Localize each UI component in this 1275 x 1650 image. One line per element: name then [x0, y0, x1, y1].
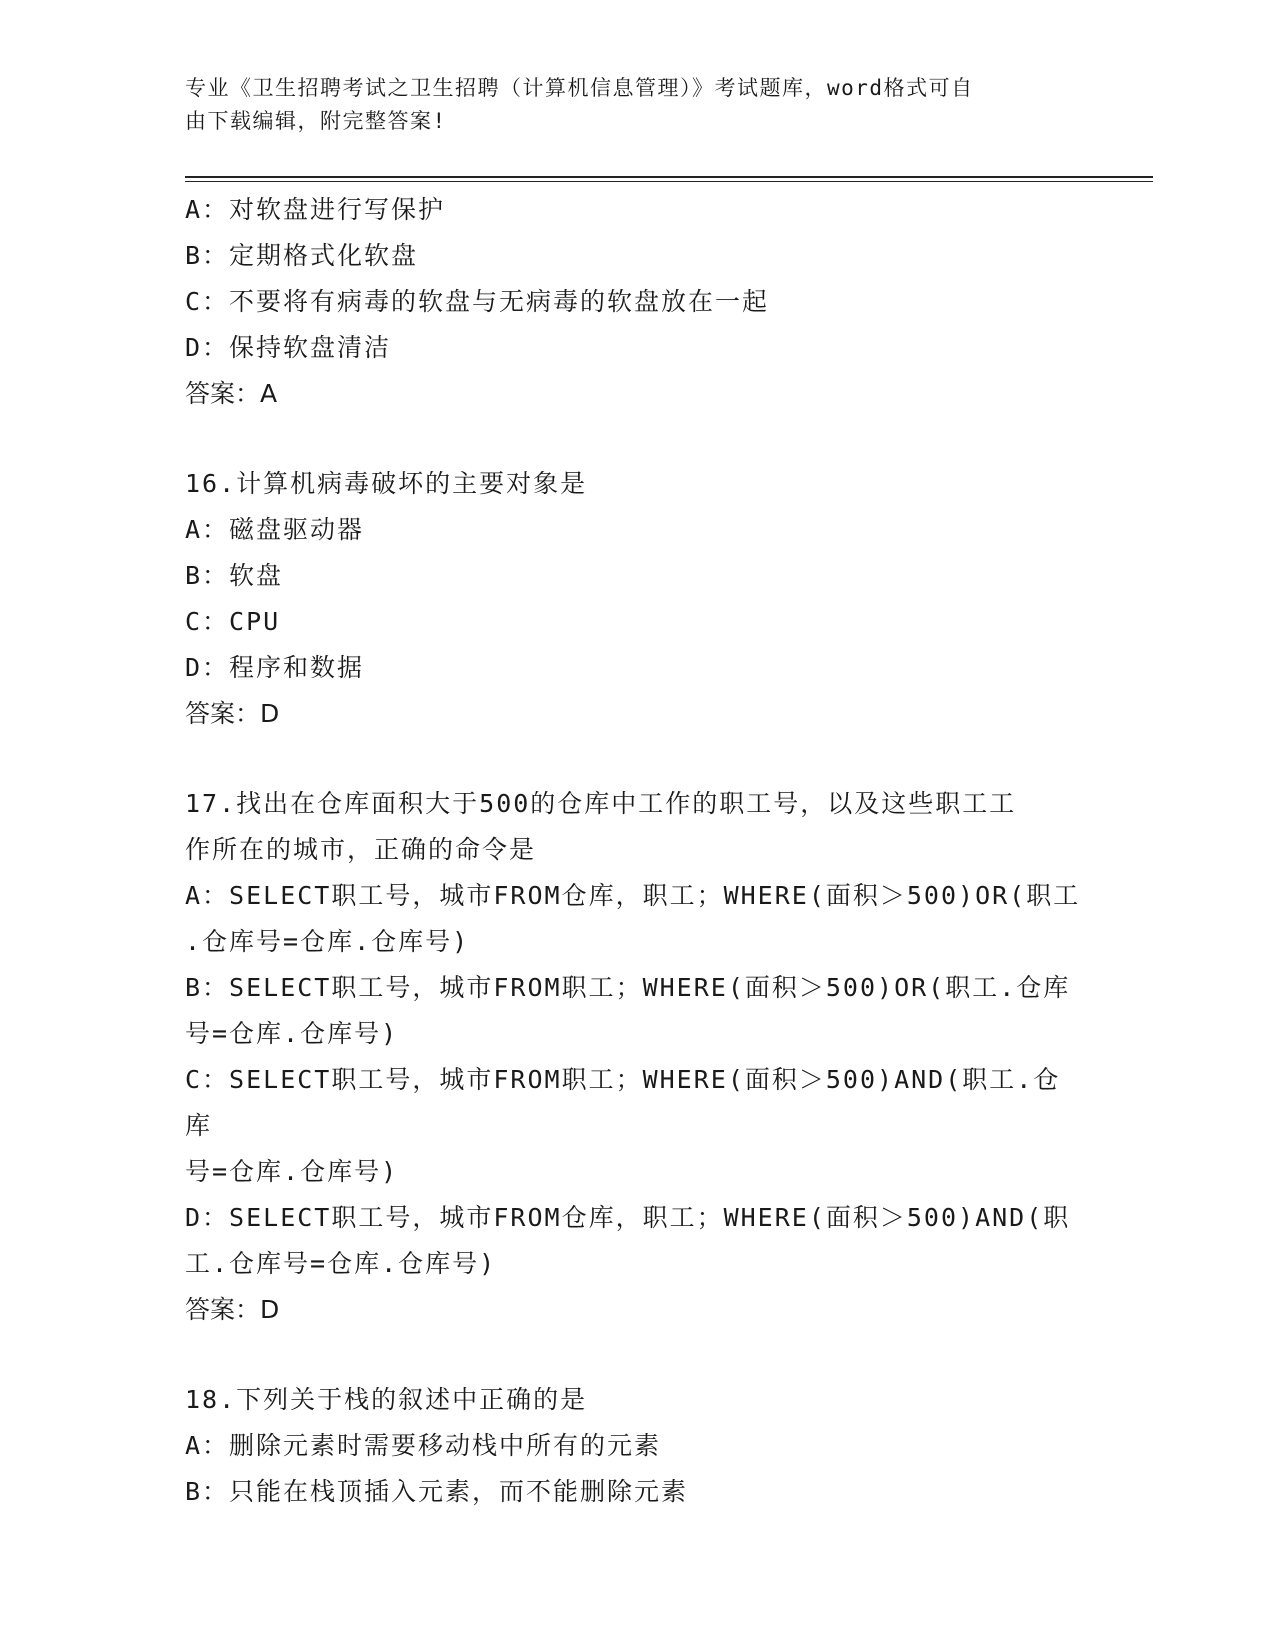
header-divider-thick	[185, 176, 1153, 178]
option-b: B：软盘	[185, 561, 284, 590]
option-c-line-1: C：SELECT职工号，城市FROM职工；WHERE(面积＞500)AND(职工.仓库	[185, 1065, 1061, 1140]
option-d-line-1: D：SELECT职工号，城市FROM仓库，职工；WHERE(面积＞500)AND(职	[185, 1203, 1071, 1232]
spacer	[185, 417, 1085, 461]
option-d-line-2: 工.仓库号=仓库.仓库号)	[185, 1249, 497, 1278]
option-c: C：不要将有病毒的软盘与无病毒的软盘放在一起	[185, 287, 770, 316]
question-text-line-1: 17.找出在仓库面积大于500的仓库中工作的职工号，以及这些职工工	[185, 789, 1017, 818]
question-15	[185, 187, 1085, 417]
option-c: C：CPU	[185, 607, 281, 636]
spacer	[185, 1333, 1085, 1377]
question-17	[185, 781, 1085, 1333]
answer-line: 答案：D	[185, 1295, 280, 1324]
option-a-line-1: A：SELECT职工号，城市FROM仓库，职工；WHERE(面积＞500)OR(职工	[185, 881, 1081, 910]
spacer	[185, 737, 1085, 781]
header-line-1: 专业《卫生招聘考试之卫生招聘（计算机信息管理）》考试题库，word格式可自	[185, 76, 974, 100]
question-text-line-2: 作所在的城市，正确的命令是	[185, 835, 537, 864]
option-a: A：磁盘驱动器	[185, 515, 365, 544]
option-a: A：对软盘进行写保护	[185, 195, 446, 224]
option-d: D：保持软盘清洁	[185, 333, 392, 362]
option-c-line-2: 号=仓库.仓库号)	[185, 1157, 399, 1186]
answer-line: 答案：D	[185, 699, 280, 728]
option-b-line-1: B：SELECT职工号，城市FROM职工；WHERE(面积＞500)OR(职工.仓库	[185, 973, 1071, 1002]
option-a: A：删除元素时需要移动栈中所有的元素	[185, 1431, 662, 1460]
question-18	[185, 1377, 1085, 1515]
option-b: B：定期格式化软盘	[185, 241, 419, 270]
document-header	[185, 72, 1065, 138]
question-list	[185, 187, 1085, 1515]
header-line-2: 由下载编辑，附完整答案!	[185, 109, 447, 133]
option-b: B：只能在栈顶插入元素，而不能删除元素	[185, 1477, 689, 1506]
answer-line: 答案：A	[185, 379, 278, 408]
question-text: 18.下列关于栈的叙述中正确的是	[185, 1385, 588, 1414]
question-16	[185, 461, 1085, 737]
option-d: D：程序和数据	[185, 653, 365, 682]
header-divider-thin	[185, 181, 1153, 182]
option-a-line-2: .仓库号=仓库.仓库号)	[185, 927, 470, 956]
question-text: 16.计算机病毒破坏的主要对象是	[185, 469, 588, 498]
option-b-line-2: 号=仓库.仓库号)	[185, 1019, 399, 1048]
